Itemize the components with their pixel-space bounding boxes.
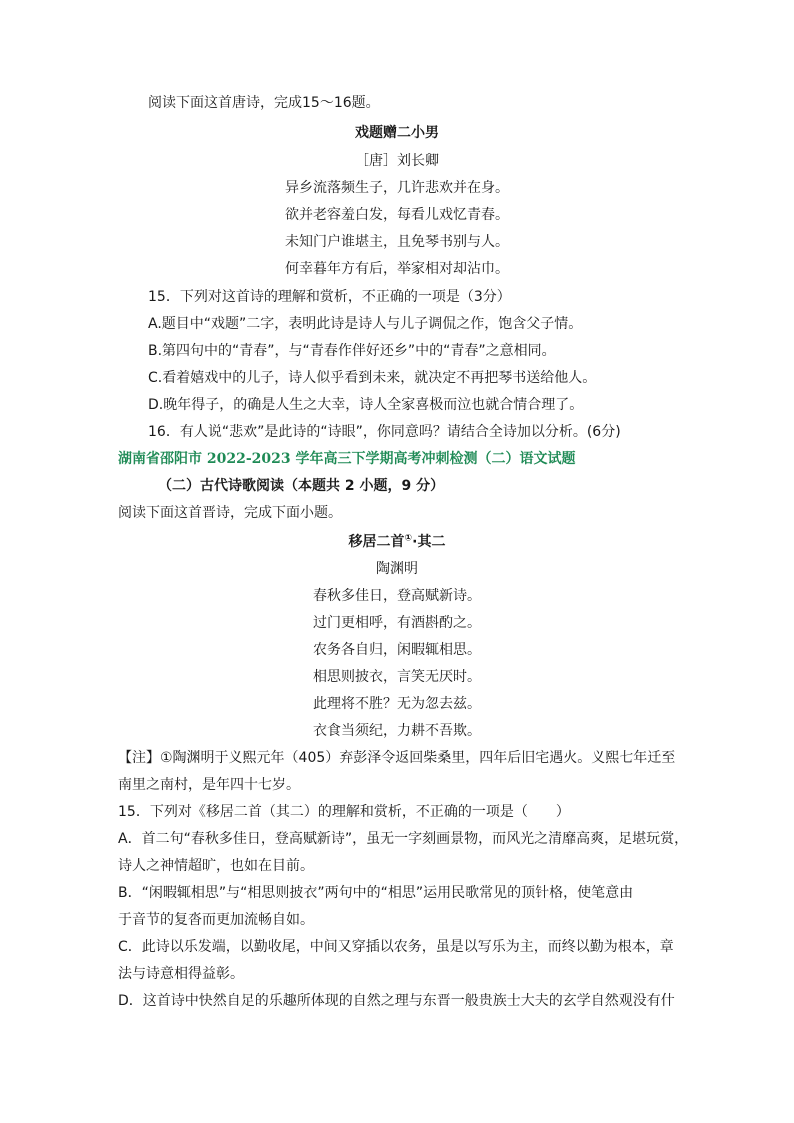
poem-line: 未知门户谁堪主，且免琴书别与人。	[285, 234, 509, 250]
option-b: B.第四句中的“青春”，与“青春作伴好还乡”中的“青春”之意相同。	[148, 343, 556, 359]
poem-title: 戏题赠二小男	[355, 125, 439, 141]
intro-line: 阅读下面这首晋诗，完成下面小题。	[118, 505, 342, 521]
option-line: 诗人之神情超旷，也如在目前。	[118, 858, 314, 874]
option-line: A．首二句“春秋多佳日，登高赋新诗”，虽无一字刻画景物，而风光之清靡高爽，足堪玩赏，	[118, 831, 689, 847]
poem-author: 陶渊明	[376, 561, 418, 577]
poem-line: 过门更相呼，有酒斟酌之。	[313, 615, 481, 631]
footnote-line: 南里之南村，是年四十七岁。	[118, 777, 300, 793]
option-line: C．此诗以乐发端，以勤收尾，中间又穿插以农务，虽是以写乐为主，而终以勤为根本，章	[118, 939, 674, 955]
poem-title-suffix: ·其二	[412, 534, 446, 550]
poem-line: 此理将不胜？无为忽去兹。	[313, 696, 481, 712]
option-line: D．这首诗中快然自足的乐趣所体现的自然之理与东晋一般贵族士大夫的玄学自然观没有什	[118, 993, 675, 1009]
poem-title	[0, 532, 794, 552]
footnote-line: 【注】①陶渊明于义熙元年（405）弃彭泽令返回柴桑里，四年后旧宅遇火。义熙七年迁至	[118, 750, 676, 766]
poem-author: ［唐］刘长卿	[355, 153, 439, 169]
poem-line: 何幸暮年方有后，举家相对却沾巾。	[285, 261, 509, 277]
section-heading: （二）古代诗歌阅读（本题共 2 小题，9 分）	[158, 478, 445, 494]
poem-line: 欲并老容羞白发，每看儿戏忆青春。	[285, 207, 509, 223]
question-16: 16．有人说“悲欢”是此诗的“诗眼”，你同意吗？请结合全诗加以分析。(6分)	[148, 424, 621, 440]
footnote-marker: ①	[404, 533, 413, 544]
poem-line: 春秋多佳日，登高赋新诗。	[313, 588, 481, 604]
option-d: D.晚年得子，的确是人生之大幸，诗人全家喜极而泣也就合情合理了。	[148, 397, 584, 413]
source-heading: 湖南省邵阳市 2022-2023 学年高三下学期高考冲刺检测（二）语文试题	[118, 451, 576, 467]
question-15: 15．下列对这首诗的理解和赏析，不正确的一项是（3分）	[148, 289, 511, 305]
poem-line: 农务各自归，闲暇辄相思。	[313, 642, 481, 658]
intro-line: 阅读下面这首唐诗，完成15～16题。	[148, 95, 380, 111]
poem-line: 相思则披衣，言笑无厌时。	[313, 669, 481, 685]
option-line: B．“闲暇辄相思”与“相思则披衣”两句中的“相思”运用民歌常见的顶针格，使笔意由	[118, 885, 634, 901]
option-a: A.题目中“戏题”二字，表明此诗是诗人与儿子调侃之作，饱含父子情。	[148, 316, 583, 332]
poem-line: 异乡流落频生子，几许悲欢并在身。	[285, 180, 509, 196]
option-line: 法与诗意相得益彰。	[118, 966, 244, 982]
question-15: 15．下列对《移居二首（其二）的理解和赏析，不正确的一项是（ ）	[118, 804, 570, 820]
poem-line: 衣食当须纪，力耕不吾欺。	[313, 723, 481, 739]
option-line: 于音节的复沓而更加流畅自如。	[118, 912, 314, 928]
option-c: C.看着嬉戏中的儿子，诗人似乎看到未来，就决定不再把琴书送给他人。	[148, 370, 597, 386]
poem-title-main: 移居二首	[348, 534, 405, 550]
